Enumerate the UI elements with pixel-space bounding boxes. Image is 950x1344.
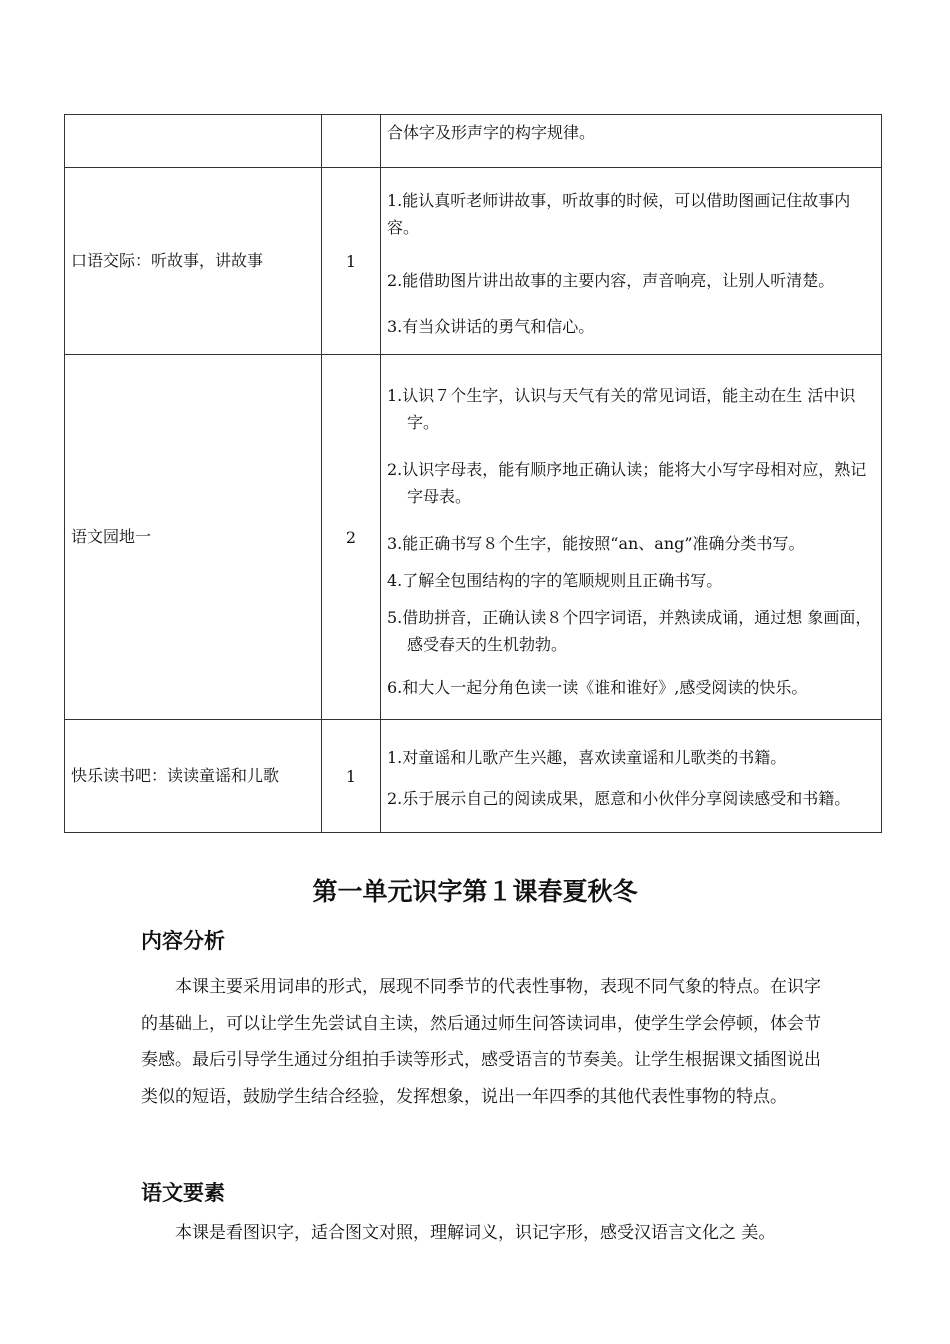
section-heading-language-elements: 语文要素	[141, 1181, 225, 1205]
goal-item: 1.对童谣和儿歌产生兴趣，喜欢读童谣和儿歌类的书籍。	[387, 748, 787, 767]
table-row	[65, 355, 882, 720]
goal-item: 5.借助拼音，正确认读８个四字词语，并熟读成诵，通过想 象画面，感受春天的生机勃勃。	[387, 607, 872, 654]
goal-item: 合体字及形声字的构字规律。	[387, 123, 596, 142]
goals-cell	[381, 355, 882, 720]
lesson-plan-table	[64, 114, 882, 833]
goal-item: 2.乐于展示自己的阅读成果，愿意和小伙伴分享阅读感受和书籍。	[387, 789, 851, 808]
goals-cell	[381, 168, 882, 355]
goals-cell	[381, 720, 882, 833]
goal-item: 3.能正确书写８个生字，能按照“an、ang”准确分类书写。	[387, 533, 805, 553]
goal-item: 1.认识７个生字，认识与天气有关的常见词语，能主动在生 活中识字。	[387, 385, 856, 432]
lesson-title: 第一单元识字第１课春夏秋冬	[312, 877, 638, 906]
goal-item: 4.了解全包围结构的字的笔顺规则且正确书写。	[387, 570, 723, 590]
hours-cell: 1	[322, 168, 381, 355]
goal-item: 1.能认真听老师讲故事，听故事的时候，可以借助图画记住故事内容。	[387, 190, 851, 237]
unit-name-cell: 语文园地一	[65, 355, 322, 720]
hours-cell	[322, 115, 381, 168]
table-row	[65, 720, 882, 833]
hours-cell: 2	[322, 355, 381, 720]
table-row	[65, 168, 882, 355]
unit-name-cell: 快乐读书吧：读读童谣和儿歌	[65, 720, 322, 833]
goal-item: 6.和大人一起分角色读一读《谁和谁好》,感受阅读的快乐。	[387, 677, 808, 697]
unit-name-cell: 口语交际：听故事，讲故事	[65, 168, 322, 355]
language-elements-paragraph: 本课是看图识字，适合图文对照，理解词义，识记字形，感受汉语言文化之 美。	[175, 1223, 776, 1243]
table-row	[65, 115, 882, 168]
goals-cell	[381, 115, 882, 168]
unit-name-cell	[65, 115, 322, 168]
goal-item: 2.认识字母表，能有顺序地正确认读；能将大小写字母相对应，熟记字母表。	[387, 459, 867, 506]
goal-item: 2.能借助图片讲出故事的主要内容，声音响亮，让别人听清楚。	[387, 270, 835, 290]
content-analysis-paragraph: 本课主要采用词串的形式，展现不同季节的代表性事物，表现不同气象的特点。在识字的基础上，可以让学生先尝试自主读，然后通过师生问答读词串，使学生学会停顿，体会节奏感。最后引导学生通过分组拍手读等形式，感受语言的节奏美。让学生根据课文插图说出类似的短语，鼓励学生结合经验，发挥想象，说出一年四季的其他代表性事物的特点。	[141, 977, 821, 1107]
section-heading-content-analysis: 内容分析	[141, 929, 225, 953]
hours-cell: 1	[322, 720, 381, 833]
goal-item: 3.有当众讲话的勇气和信心。	[387, 316, 595, 336]
